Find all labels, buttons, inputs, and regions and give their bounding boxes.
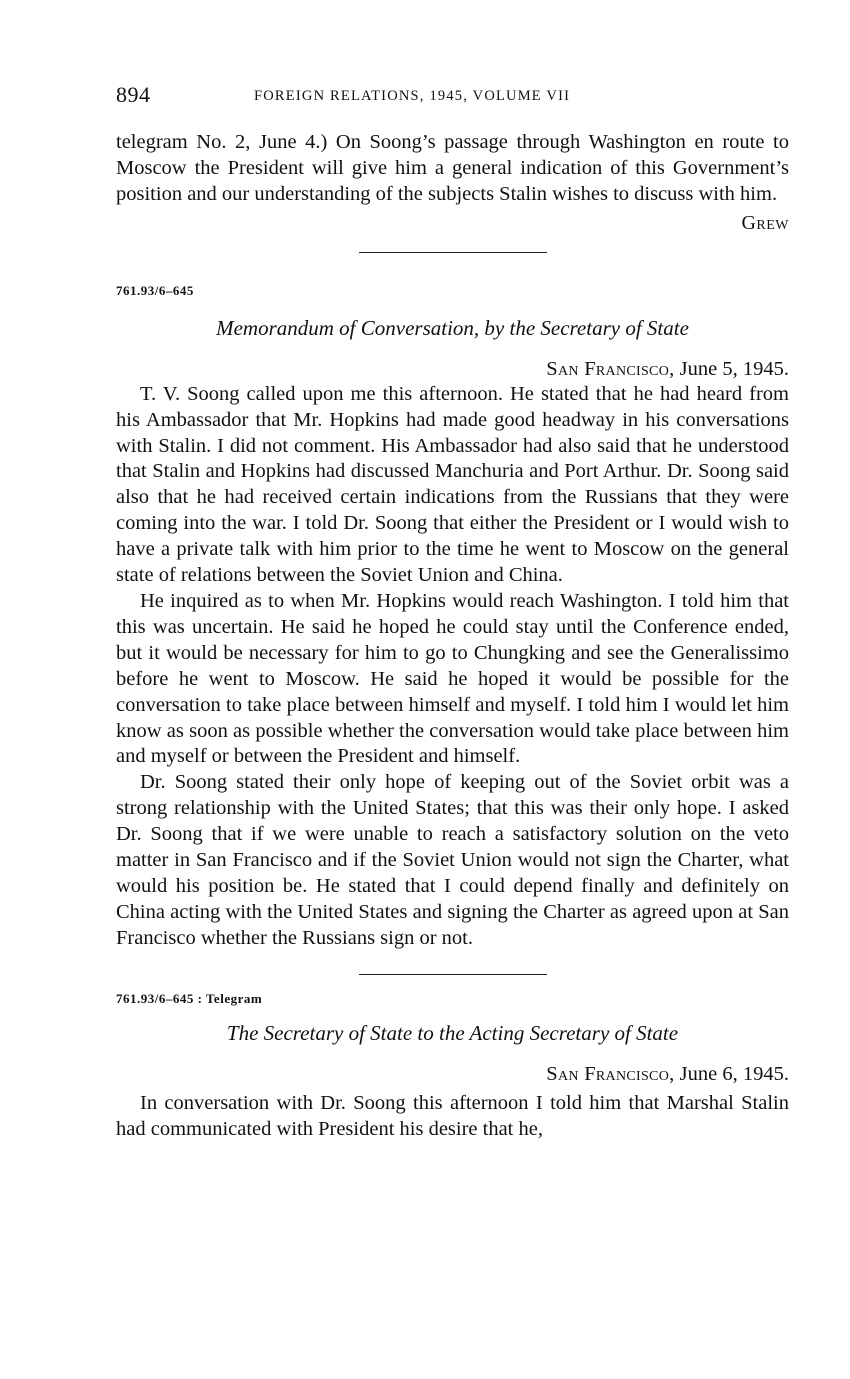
dateline-place: San Francisco,: [546, 1062, 675, 1085]
file-number: 761.93/6–645 : Telegram: [116, 990, 263, 1006]
section-divider: [359, 252, 547, 253]
signature: Grew: [741, 211, 789, 234]
body-paragraph: He inquired as to when Mr. Hopkins would reach Washington. I told him that this was uncertain. He said he hoped he could stay until the Conference ended, but it would be necessary for him to go to Chungking and see the Generalissimo before he went to Moscow. He said he hoped it would be possible for the conversation to take place between himself and myself. I told him I would let him know as soon as possible whether the conversation would take place between him and myself or between the President and himself.: [116, 589, 789, 768]
file-number: 761.93/6–645: [116, 282, 194, 298]
body-paragraph: In conversation with Dr. Soong this afternoon I told him that Marshal Stalin had communicated with President his desire that he,: [116, 1091, 789, 1140]
page-number: 894: [116, 82, 151, 107]
dateline: [116, 356, 789, 382]
document-title: The Secretary of State to the Acting Secretary of State: [226, 1020, 679, 1045]
document-title: Memorandum of Conversation, by the Secretary of State: [216, 315, 689, 340]
continuation-paragraph: telegram No. 2, June 4.) On Soong’s passage through Washington en route to Moscow the President will give him a general indication of this Government’s position and our understanding of the subjects Stalin wishes to discuss with him.: [116, 131, 789, 205]
body-paragraph: T. V. Soong called upon me this afternoon. He stated that he had heard from his Ambassador that Mr. Hopkins had made good headway in his conversations with Stalin. I did not comment. His Ambassador had also said that he understood that Stalin and Hopkins had discussed Manchuria and Port Arthur. Dr. Soong said also that he had received certain indications from the Russians that they were coming into the war. I told Dr. Soong that either the President or I would wish to have a private talk with him prior to the time he went to Moscow on the general state of relations between the Soviet Union and China.: [116, 382, 789, 587]
dateline: [116, 1061, 789, 1087]
running-head: FOREIGN RELATIONS, 1945, VOLUME VII: [254, 88, 571, 104]
page-header: [116, 82, 789, 116]
section-divider: [359, 974, 547, 975]
dateline-date: June 5, 1945.: [679, 357, 789, 380]
dateline-date: June 6, 1945.: [679, 1062, 789, 1085]
document-page: [116, 82, 789, 1142]
body-paragraph: Dr. Soong stated their only hope of keeping out of the Soviet orbit was a strong relationship with the United States; that this was their only hope. I asked Dr. Soong that if we were unable to reach a satisfactory solution on the veto matter in San Francisco and if the Soviet Union would not sign the Charter, what would his position be. He stated that I could depend finally and definitely on China acting with the United States and signing the Charter as agreed upon at San Francisco whether the Russians sign or not.: [116, 771, 789, 949]
document-1: [116, 283, 789, 952]
continuation-section: [116, 130, 789, 236]
document-2: [116, 991, 789, 1143]
dateline-place: San Francisco,: [546, 357, 675, 380]
